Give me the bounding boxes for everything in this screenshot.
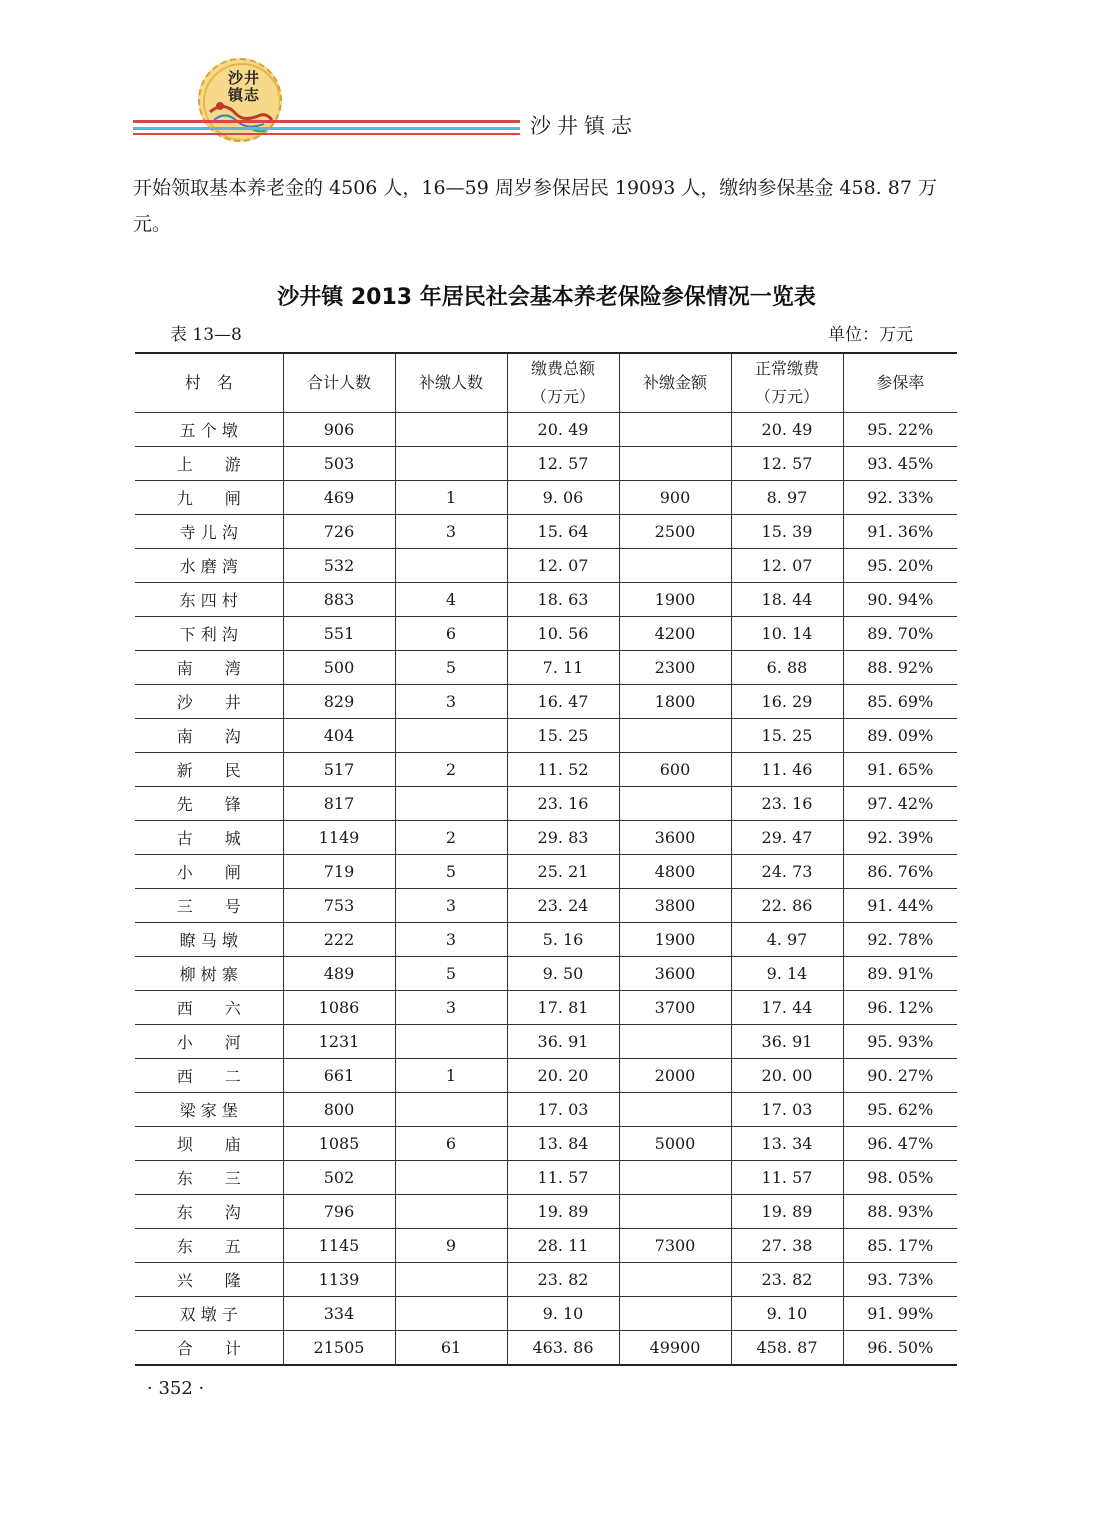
table-cell: 3600 bbox=[619, 957, 731, 991]
table-cell bbox=[395, 549, 507, 583]
table-row bbox=[135, 1093, 957, 1127]
page-number: · 352 · bbox=[147, 1378, 205, 1399]
table-cell: 2 bbox=[395, 753, 507, 787]
village-name-cell: 古 城 bbox=[135, 821, 283, 855]
village-name-cell: 东 四 村 bbox=[135, 583, 283, 617]
table-cell: 719 bbox=[283, 855, 395, 889]
table-cell: 502 bbox=[283, 1161, 395, 1195]
table-cell: 1 bbox=[395, 1059, 507, 1093]
table-cell: 9 bbox=[395, 1229, 507, 1263]
table-cell: 29. 83 bbox=[507, 821, 619, 855]
table-row bbox=[135, 549, 957, 583]
table-cell: 89. 70% bbox=[843, 617, 957, 651]
table-cell: 36. 91 bbox=[731, 1025, 843, 1059]
running-title: 沙井镇志 bbox=[530, 114, 638, 138]
table-cell: 503 bbox=[283, 447, 395, 481]
table-cell: 96. 12% bbox=[843, 991, 957, 1025]
table-cell: 23. 82 bbox=[507, 1263, 619, 1297]
table-cell: 900 bbox=[619, 481, 731, 515]
intro-paragraph: 开始领取基本养老金的 4506 人，16—59 周岁参保居民 19093 人，缴纳参保基金 458. 87 万元。 bbox=[133, 177, 937, 235]
table-cell: 90. 27% bbox=[843, 1059, 957, 1093]
village-name-cell: 西 六 bbox=[135, 991, 283, 1025]
table-cell: 91. 65% bbox=[843, 753, 957, 787]
table-cell: 18. 44 bbox=[731, 583, 843, 617]
village-name-cell: 梁 家 堡 bbox=[135, 1093, 283, 1127]
table-row bbox=[135, 855, 957, 889]
table-cell: 28. 11 bbox=[507, 1229, 619, 1263]
table-row bbox=[135, 991, 957, 1025]
village-name-cell: 东 五 bbox=[135, 1229, 283, 1263]
table-cell: 222 bbox=[283, 923, 395, 957]
table-cell: 20. 49 bbox=[507, 413, 619, 447]
table-cell: 2000 bbox=[619, 1059, 731, 1093]
table-cell bbox=[395, 719, 507, 753]
table-cell: 95. 22% bbox=[843, 413, 957, 447]
table-cell bbox=[619, 1195, 731, 1229]
table-cell: 532 bbox=[283, 549, 395, 583]
table-cell: 85. 17% bbox=[843, 1229, 957, 1263]
table-cell: 91. 99% bbox=[843, 1297, 957, 1331]
table-cell bbox=[619, 719, 731, 753]
table-cell: 13. 34 bbox=[731, 1127, 843, 1161]
table-cell: 89. 09% bbox=[843, 719, 957, 753]
table-cell: 3 bbox=[395, 991, 507, 1025]
table-cell: 23. 16 bbox=[731, 787, 843, 821]
table-cell: 9. 10 bbox=[731, 1297, 843, 1331]
table-cell: 23. 16 bbox=[507, 787, 619, 821]
column-header: 合计人数 bbox=[283, 353, 395, 413]
table-cell: 404 bbox=[283, 719, 395, 753]
table-total-row bbox=[135, 1331, 957, 1366]
table-cell: 23. 24 bbox=[507, 889, 619, 923]
village-name-cell: 先 锋 bbox=[135, 787, 283, 821]
table-cell: 489 bbox=[283, 957, 395, 991]
table-cell: 91. 44% bbox=[843, 889, 957, 923]
table-cell: 9. 50 bbox=[507, 957, 619, 991]
table-cell: 20. 00 bbox=[731, 1059, 843, 1093]
table-cell: 1 bbox=[395, 481, 507, 515]
table-cell: 12. 07 bbox=[731, 549, 843, 583]
table-cell: 3600 bbox=[619, 821, 731, 855]
table-cell: 98. 05% bbox=[843, 1161, 957, 1195]
table-cell: 20. 20 bbox=[507, 1059, 619, 1093]
table-cell: 15. 64 bbox=[507, 515, 619, 549]
table-cell bbox=[619, 787, 731, 821]
table-cell: 9. 10 bbox=[507, 1297, 619, 1331]
table-cell: 93. 45% bbox=[843, 447, 957, 481]
table-cell: 3800 bbox=[619, 889, 731, 923]
table-title: 沙井镇 2013 年居民社会基本养老保险参保情况一览表 bbox=[277, 285, 816, 310]
table-cell: 90. 94% bbox=[843, 583, 957, 617]
table-cell: 3 bbox=[395, 889, 507, 923]
table-cell bbox=[395, 1195, 507, 1229]
village-name-cell: 柳 树 寨 bbox=[135, 957, 283, 991]
table-cell bbox=[395, 787, 507, 821]
table-cell: 49900 bbox=[619, 1331, 731, 1366]
table-cell: 800 bbox=[283, 1093, 395, 1127]
table-cell: 463. 86 bbox=[507, 1331, 619, 1366]
table-cell: 6 bbox=[395, 1127, 507, 1161]
table-cell: 89. 91% bbox=[843, 957, 957, 991]
table-cell bbox=[619, 1297, 731, 1331]
column-header: 正常缴费 （万元） bbox=[731, 353, 843, 413]
table-cell: 23. 82 bbox=[731, 1263, 843, 1297]
table-cell: 1145 bbox=[283, 1229, 395, 1263]
table-cell bbox=[395, 1161, 507, 1195]
village-name-cell: 九 闸 bbox=[135, 481, 283, 515]
table-cell: 334 bbox=[283, 1297, 395, 1331]
table-cell: 3 bbox=[395, 923, 507, 957]
table-cell: 1139 bbox=[283, 1263, 395, 1297]
village-name-cell: 沙 井 bbox=[135, 685, 283, 719]
header-rule-red bbox=[133, 120, 520, 123]
table-row bbox=[135, 1059, 957, 1093]
table-cell: 12. 57 bbox=[507, 447, 619, 481]
table-cell: 5. 16 bbox=[507, 923, 619, 957]
table-cell: 7300 bbox=[619, 1229, 731, 1263]
table-cell: 1900 bbox=[619, 583, 731, 617]
table-cell: 4800 bbox=[619, 855, 731, 889]
table-cell: 753 bbox=[283, 889, 395, 923]
table-row bbox=[135, 753, 957, 787]
table-cell: 19. 89 bbox=[507, 1195, 619, 1229]
table-cell: 883 bbox=[283, 583, 395, 617]
table-row bbox=[135, 787, 957, 821]
table-cell: 726 bbox=[283, 515, 395, 549]
table-cell: 10. 14 bbox=[731, 617, 843, 651]
table-cell: 13. 84 bbox=[507, 1127, 619, 1161]
table-cell: 92. 39% bbox=[843, 821, 957, 855]
table-cell: 4. 97 bbox=[731, 923, 843, 957]
table-unit: 单位：万元 bbox=[828, 325, 913, 345]
table-cell: 1800 bbox=[619, 685, 731, 719]
table-cell: 3700 bbox=[619, 991, 731, 1025]
table-cell: 10. 56 bbox=[507, 617, 619, 651]
village-name-cell: 上 游 bbox=[135, 447, 283, 481]
table-cell bbox=[619, 549, 731, 583]
table-cell: 17. 44 bbox=[731, 991, 843, 1025]
village-name-cell: 三 号 bbox=[135, 889, 283, 923]
table-cell: 15. 25 bbox=[731, 719, 843, 753]
table-cell: 7. 11 bbox=[507, 651, 619, 685]
village-name-cell: 寺 儿 沟 bbox=[135, 515, 283, 549]
page-header bbox=[0, 0, 1093, 160]
table-cell: 1149 bbox=[283, 821, 395, 855]
table-cell: 24. 73 bbox=[731, 855, 843, 889]
table-cell: 517 bbox=[283, 753, 395, 787]
table-cell: 3 bbox=[395, 515, 507, 549]
table-cell: 96. 50% bbox=[843, 1331, 957, 1366]
table-cell: 9. 14 bbox=[731, 957, 843, 991]
table-cell: 88. 92% bbox=[843, 651, 957, 685]
table-cell bbox=[395, 447, 507, 481]
column-header: 缴费总额 （万元） bbox=[507, 353, 619, 413]
table-cell: 86. 76% bbox=[843, 855, 957, 889]
table-cell: 15. 25 bbox=[507, 719, 619, 753]
village-name-cell: 坝 庙 bbox=[135, 1127, 283, 1161]
table-cell: 11. 57 bbox=[507, 1161, 619, 1195]
table-row bbox=[135, 685, 957, 719]
table-cell: 17. 03 bbox=[507, 1093, 619, 1127]
village-name-cell: 下 利 沟 bbox=[135, 617, 283, 651]
table-cell: 61 bbox=[395, 1331, 507, 1366]
table-cell: 11. 46 bbox=[731, 753, 843, 787]
table-cell: 11. 52 bbox=[507, 753, 619, 787]
table-row bbox=[135, 1263, 957, 1297]
header-rule-blue bbox=[133, 127, 520, 130]
table-cell: 17. 03 bbox=[731, 1093, 843, 1127]
table-cell: 15. 39 bbox=[731, 515, 843, 549]
table-cell: 27. 38 bbox=[731, 1229, 843, 1263]
village-name-cell: 南 沟 bbox=[135, 719, 283, 753]
table-cell: 829 bbox=[283, 685, 395, 719]
column-header: 参保率 bbox=[843, 353, 957, 413]
table-row bbox=[135, 617, 957, 651]
table-cell: 95. 20% bbox=[843, 549, 957, 583]
table-cell: 469 bbox=[283, 481, 395, 515]
village-name-cell: 瞭 马 墩 bbox=[135, 923, 283, 957]
table-cell: 551 bbox=[283, 617, 395, 651]
table-cell: 600 bbox=[619, 753, 731, 787]
table-cell: 1086 bbox=[283, 991, 395, 1025]
table-cell: 22. 86 bbox=[731, 889, 843, 923]
village-name-cell: 五 个 墩 bbox=[135, 413, 283, 447]
village-name-cell: 合 计 bbox=[135, 1331, 283, 1366]
table-cell: 18. 63 bbox=[507, 583, 619, 617]
table-cell bbox=[395, 1093, 507, 1127]
table-cell: 19. 89 bbox=[731, 1195, 843, 1229]
column-header: 补缴金额 bbox=[619, 353, 731, 413]
village-name-cell: 南 湾 bbox=[135, 651, 283, 685]
table-row bbox=[135, 481, 957, 515]
table-row bbox=[135, 923, 957, 957]
village-name-cell: 双 墩 子 bbox=[135, 1297, 283, 1331]
table-cell: 1085 bbox=[283, 1127, 395, 1161]
table-cell: 29. 47 bbox=[731, 821, 843, 855]
table-cell: 9. 06 bbox=[507, 481, 619, 515]
table-cell: 11. 57 bbox=[731, 1161, 843, 1195]
table-cell: 458. 87 bbox=[731, 1331, 843, 1366]
table-cell: 5000 bbox=[619, 1127, 731, 1161]
table-cell: 95. 93% bbox=[843, 1025, 957, 1059]
table-row bbox=[135, 651, 957, 685]
table-cell: 12. 57 bbox=[731, 447, 843, 481]
village-name-cell: 西 二 bbox=[135, 1059, 283, 1093]
table-cell: 4200 bbox=[619, 617, 731, 651]
table-cell bbox=[619, 447, 731, 481]
table-row bbox=[135, 447, 957, 481]
emblem-lettering: 沙井镇志 bbox=[227, 69, 260, 104]
table-cell: 6. 88 bbox=[731, 651, 843, 685]
table-row bbox=[135, 889, 957, 923]
table-cell bbox=[395, 1025, 507, 1059]
table-cell: 1231 bbox=[283, 1025, 395, 1059]
table-cell: 2500 bbox=[619, 515, 731, 549]
table-cell bbox=[619, 413, 731, 447]
table-cell bbox=[395, 1263, 507, 1297]
table-row bbox=[135, 1297, 957, 1331]
table-cell: 8. 97 bbox=[731, 481, 843, 515]
table-row bbox=[135, 413, 957, 447]
table-row bbox=[135, 719, 957, 753]
table-row bbox=[135, 1229, 957, 1263]
pension-table bbox=[135, 352, 957, 1366]
table-cell bbox=[395, 413, 507, 447]
column-header: 补缴人数 bbox=[395, 353, 507, 413]
table-cell: 20. 49 bbox=[731, 413, 843, 447]
table-cell: 6 bbox=[395, 617, 507, 651]
table-cell: 661 bbox=[283, 1059, 395, 1093]
table-cell: 16. 47 bbox=[507, 685, 619, 719]
table-cell bbox=[619, 1025, 731, 1059]
table-row bbox=[135, 515, 957, 549]
table-row bbox=[135, 1161, 957, 1195]
table-cell: 817 bbox=[283, 787, 395, 821]
table-cell: 12. 07 bbox=[507, 549, 619, 583]
table-cell: 95. 62% bbox=[843, 1093, 957, 1127]
table-cell: 1900 bbox=[619, 923, 731, 957]
table-row bbox=[135, 583, 957, 617]
table-cell: 5 bbox=[395, 855, 507, 889]
table-cell: 4 bbox=[395, 583, 507, 617]
village-name-cell: 水 磨 湾 bbox=[135, 549, 283, 583]
table-cell: 88. 93% bbox=[843, 1195, 957, 1229]
table-cell: 93. 73% bbox=[843, 1263, 957, 1297]
table-cell: 85. 69% bbox=[843, 685, 957, 719]
table-cell: 25. 21 bbox=[507, 855, 619, 889]
table-cell bbox=[395, 1297, 507, 1331]
table-row bbox=[135, 821, 957, 855]
table-row bbox=[135, 1195, 957, 1229]
table-cell: 5 bbox=[395, 651, 507, 685]
table-number: 表 13—8 bbox=[170, 325, 242, 345]
table-cell: 17. 81 bbox=[507, 991, 619, 1025]
village-name-cell: 新 民 bbox=[135, 753, 283, 787]
table-row bbox=[135, 1127, 957, 1161]
village-name-cell: 小 闸 bbox=[135, 855, 283, 889]
table-cell: 796 bbox=[283, 1195, 395, 1229]
table-cell: 16. 29 bbox=[731, 685, 843, 719]
table-cell: 3 bbox=[395, 685, 507, 719]
table-header-row bbox=[135, 353, 957, 413]
table-cell: 906 bbox=[283, 413, 395, 447]
column-header: 村 名 bbox=[135, 353, 283, 413]
table-cell bbox=[619, 1093, 731, 1127]
table-cell: 97. 42% bbox=[843, 787, 957, 821]
table-cell: 2300 bbox=[619, 651, 731, 685]
table-cell: 91. 36% bbox=[843, 515, 957, 549]
village-name-cell: 东 三 bbox=[135, 1161, 283, 1195]
table-cell: 21505 bbox=[283, 1331, 395, 1366]
table-cell: 36. 91 bbox=[507, 1025, 619, 1059]
table-cell: 92. 78% bbox=[843, 923, 957, 957]
village-name-cell: 东 沟 bbox=[135, 1195, 283, 1229]
table-cell: 500 bbox=[283, 651, 395, 685]
table-cell bbox=[619, 1263, 731, 1297]
table-cell: 2 bbox=[395, 821, 507, 855]
village-name-cell: 小 河 bbox=[135, 1025, 283, 1059]
table-cell: 92. 33% bbox=[843, 481, 957, 515]
table-cell: 5 bbox=[395, 957, 507, 991]
village-name-cell: 兴 隆 bbox=[135, 1263, 283, 1297]
table-row bbox=[135, 1025, 957, 1059]
table-row bbox=[135, 957, 957, 991]
table-cell: 96. 47% bbox=[843, 1127, 957, 1161]
table-body bbox=[135, 413, 957, 1366]
table-cell bbox=[619, 1161, 731, 1195]
header-rule-red-thin bbox=[133, 133, 520, 135]
